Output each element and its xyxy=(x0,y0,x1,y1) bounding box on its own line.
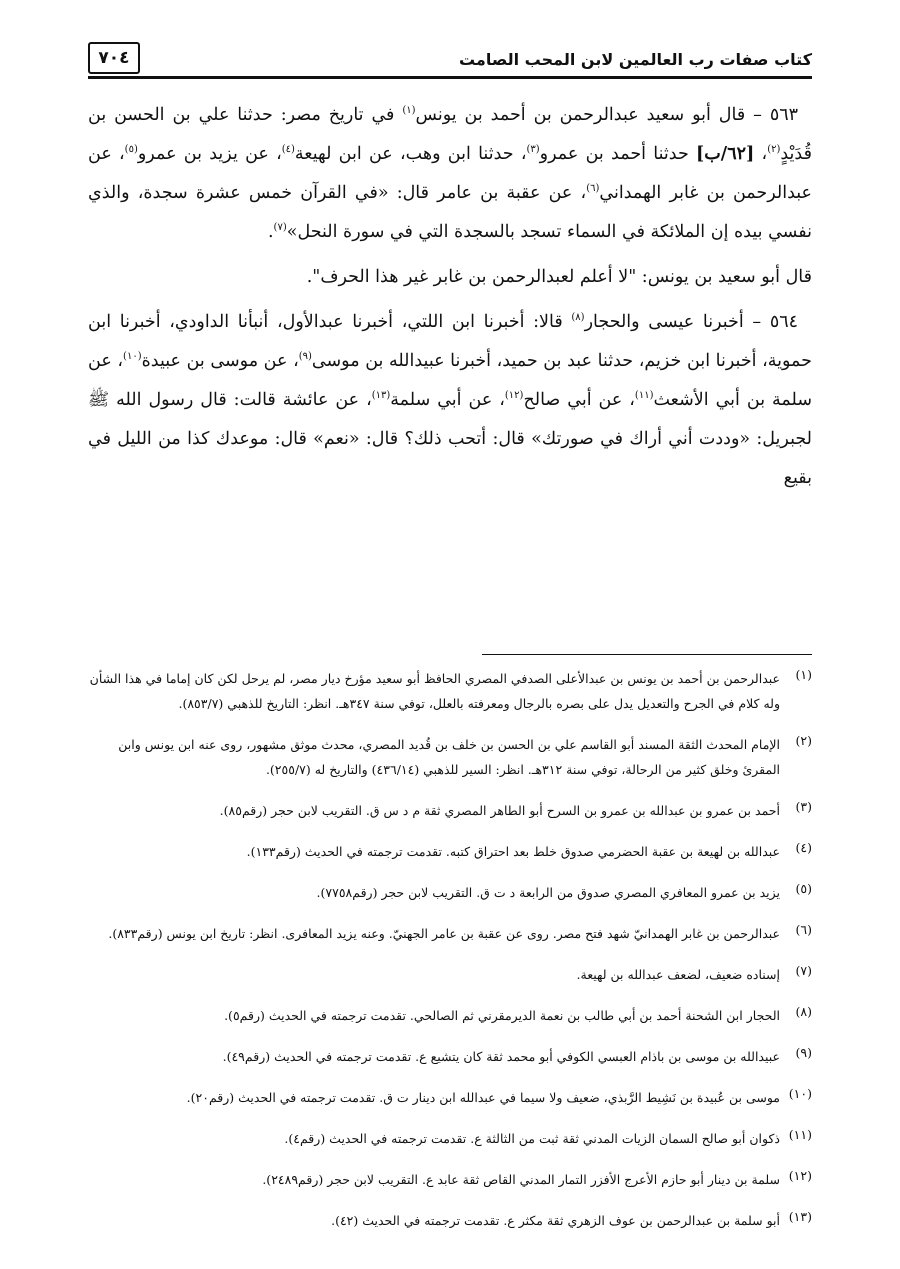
footnote-number: (١٠) xyxy=(788,1086,812,1101)
footnote-text: عبدالرحمن بن غابر الهمدانيّ شهد فتح مصر. روى عن عقبة بن عامر الجهنيّ. وعنه يزيد المعافرى. انظر: تاريخ ابن يونس (رقم٨٣٣). xyxy=(108,926,780,941)
footnote xyxy=(88,666,812,716)
footnote-ref: (٤) xyxy=(281,144,295,156)
footnote-ref: (١٢) xyxy=(504,390,524,402)
footnote-ref: (١١) xyxy=(634,390,654,402)
footnote xyxy=(88,798,812,823)
footnote-number: (١) xyxy=(795,667,812,682)
footnote-number: (٤) xyxy=(795,840,812,855)
footnote-ref: (٦) xyxy=(586,183,600,195)
footnote-text: موسى بن عُبيدة بن نَشِيط الرَّبذي، ضعيف ولا سيما في عبدالله ابن دينار ت ق. تقدمت ترجمته في الحديث (رقم٢٠). xyxy=(186,1090,780,1105)
footnote-number: (٨) xyxy=(795,1004,812,1019)
footnote-text: عبدالله بن لهيعة بن عقبة الحضرمي صدوق خلط بعد احتراق كتبه. تقدمت ترجمته في الحديث (رقم١٣٣). xyxy=(246,844,780,859)
footnote-ref: (٨) xyxy=(571,312,585,324)
footnote-text: ذكوان أبو صالح السمان الزيات المدني ثقة ثبت من الثالثة ع. تقدمت ترجمته في الحديث (رقم٤). xyxy=(284,1131,780,1146)
footnote-text: أحمد بن عمرو بن عبدالله بن عمرو بن السرح أبو الطاهر المصري ثقة م د س ق. التقريب لابن حجر (رقم٨٥). xyxy=(219,803,780,818)
footnote-text: أبو سلمة بن عبدالرحمن بن عوف الزهري ثقة مكثر ع. تقدمت ترجمته في الحديث (٤٢). xyxy=(331,1213,780,1228)
footnote-ref: (٣) xyxy=(526,144,540,156)
footnote-text: إسناده ضعيف، لضعف عبدالله بن لهيعة. xyxy=(576,967,780,982)
footnote xyxy=(88,921,812,946)
book-title: كتاب صفات رب العالمين لابن المحب الصامت xyxy=(458,50,812,69)
footnote-ref: (٩) xyxy=(298,351,312,363)
footnote xyxy=(88,1167,812,1192)
footnote-number: (٩) xyxy=(795,1045,812,1060)
footnote-ref: (٧) xyxy=(273,222,287,234)
footnote xyxy=(88,880,812,905)
footnote-number: (١٢) xyxy=(788,1168,812,1183)
footnote-number: (٧) xyxy=(795,963,812,978)
folio-marker: [٦٢/ب] xyxy=(696,144,755,164)
footnote-number: (١٣) xyxy=(788,1209,812,1224)
footnote-number: (٦) xyxy=(795,922,812,937)
footnote-number: (١١) xyxy=(788,1127,812,1142)
page-number: ٧٠٤ xyxy=(88,42,140,74)
hadith-563: ٥٦٣ – قال أبو سعيد عبدالرحمن بن أحمد بن يونس$^{(١)}$ في تاريخ مصر: حدثنا علي بن الحسن بن قُدَيْدٍ$^{(٢)}$، [٦٢/ب] حدثنا أحمد بن عمرو$^{(٣)}$، حدثنا ابن وهب، عن ابن لهيعة$^{(٤)}$، عن يزيد بن عمرو$^{(٥)}$، عن عبدالرحمن بن غابر الهمداني$^{(٦)}$، عن عقبة بن عامر قال: «في القرآن خمس عشرة سجدة، والذي نفسي بيده إن الملائكة في السماء تسجد بالسجدة التي في سورة النحل»$^{(٧)}$. xyxy=(88,105,812,242)
footnote xyxy=(88,732,812,782)
footnote-ref: (١٠) xyxy=(123,351,142,363)
footnote xyxy=(88,839,812,864)
main-text xyxy=(88,96,812,504)
footnote-text: الإمام المحدث الثقة المسند أبو القاسم علي بن الحسن بن خلف بن قُديد المصري، محدث موثق مشهور، روى عنه ابن يونس وابن المقرئ وخلق كثير من الرحالة، توفي سنة ٣١٢هـ. انظر: السير للذهبي (٤٣٦/١٤) والتاريخ له (٢٥٥/٧). xyxy=(118,737,780,777)
header-divider xyxy=(88,76,812,79)
narrator-quote: قال أبو سعيد بن يونس: "لا أعلم لعبدالرحمن بن غابر غير هذا الحرف". xyxy=(306,267,812,287)
footnote-number: (٥) xyxy=(795,881,812,896)
footnote-number: (٢) xyxy=(795,733,812,748)
footnote-ref: (١٣) xyxy=(371,390,391,402)
footnotes xyxy=(88,666,812,1249)
footnote-text: يزيد بن عمرو المعافري المصري صدوق من الرابعة د ت ق. التقريب لابن حجر (رقم٧٧٥٨). xyxy=(316,885,780,900)
footnote-text: عبدالرحمن بن أحمد بن يونس بن عبدالأعلى الصدفي المصري الحافظ أبو سعيد مؤرخ ديار مصر، لم يرحل لكن كان إماما في هذا الشأن وله كلام في الجرح والتعديل يدل على بصره بالرجال ومعرفته بالعلل، توفي سنة ٣٤٧هـ. انظر: التاريخ للذهبي (٨٥٣/٧). xyxy=(89,671,780,711)
hadith-564: ٥٦٤ – أخبرنا عيسى والحجار$^{(٨)}$ قالا: أخبرنا ابن اللتي، أخبرنا عبدالأول، أنبأنا الداودي، أخبرنا ابن حموية، أخبرنا ابن خزيم، حدثنا عبد بن حميد، أخبرنا عبيدالله بن موسى$^{(٩)}$، عن موسى بن عبيدة$^{(١٠)}$، عن سلمة بن أبي الأشعث$^{(١١)}$، عن أبي صالح$^{(١٢)}$، عن أبي سلمة$^{(١٣)}$، عن عائشة قالت: قال رسول الله ﷺ لجبريل: «وددت أني أراك في صورتك» قال: أتحب ذلك؟ قال: «نعم» قال: موعدك كذا من الليل في بقيع xyxy=(88,312,812,488)
footnote xyxy=(88,1126,812,1151)
footnote-divider xyxy=(482,654,812,655)
footnote-ref: (١) xyxy=(402,105,416,117)
footnote xyxy=(88,1208,812,1233)
footnote-text: عبيدالله بن موسى بن باذام العبسي الكوفي أبو محمد ثقة كان يتشيع ع. تقدمت ترجمته في الحديث (رقم٤٩). xyxy=(222,1049,780,1064)
footnote-number: (٣) xyxy=(795,799,812,814)
footnote xyxy=(88,962,812,987)
footnote-ref: (٢) xyxy=(767,144,781,156)
footnote xyxy=(88,1003,812,1028)
footnote xyxy=(88,1044,812,1069)
footnote-ref: (٥) xyxy=(124,144,138,156)
footnote-text: سلمة بن دينار أبو حازم الأعرج الأفزر التمار المدني القاص ثقة عابد ع. التقريب لابن حجر (رقم٢٤٨٩). xyxy=(262,1172,780,1187)
footnote-text: الحجار ابن الشحنة أحمد بن أبي طالب بن نعمة الديرمقرني ثم الصالحي. تقدمت ترجمته في الحديث (رقم٥). xyxy=(224,1008,780,1023)
footnote xyxy=(88,1085,812,1110)
